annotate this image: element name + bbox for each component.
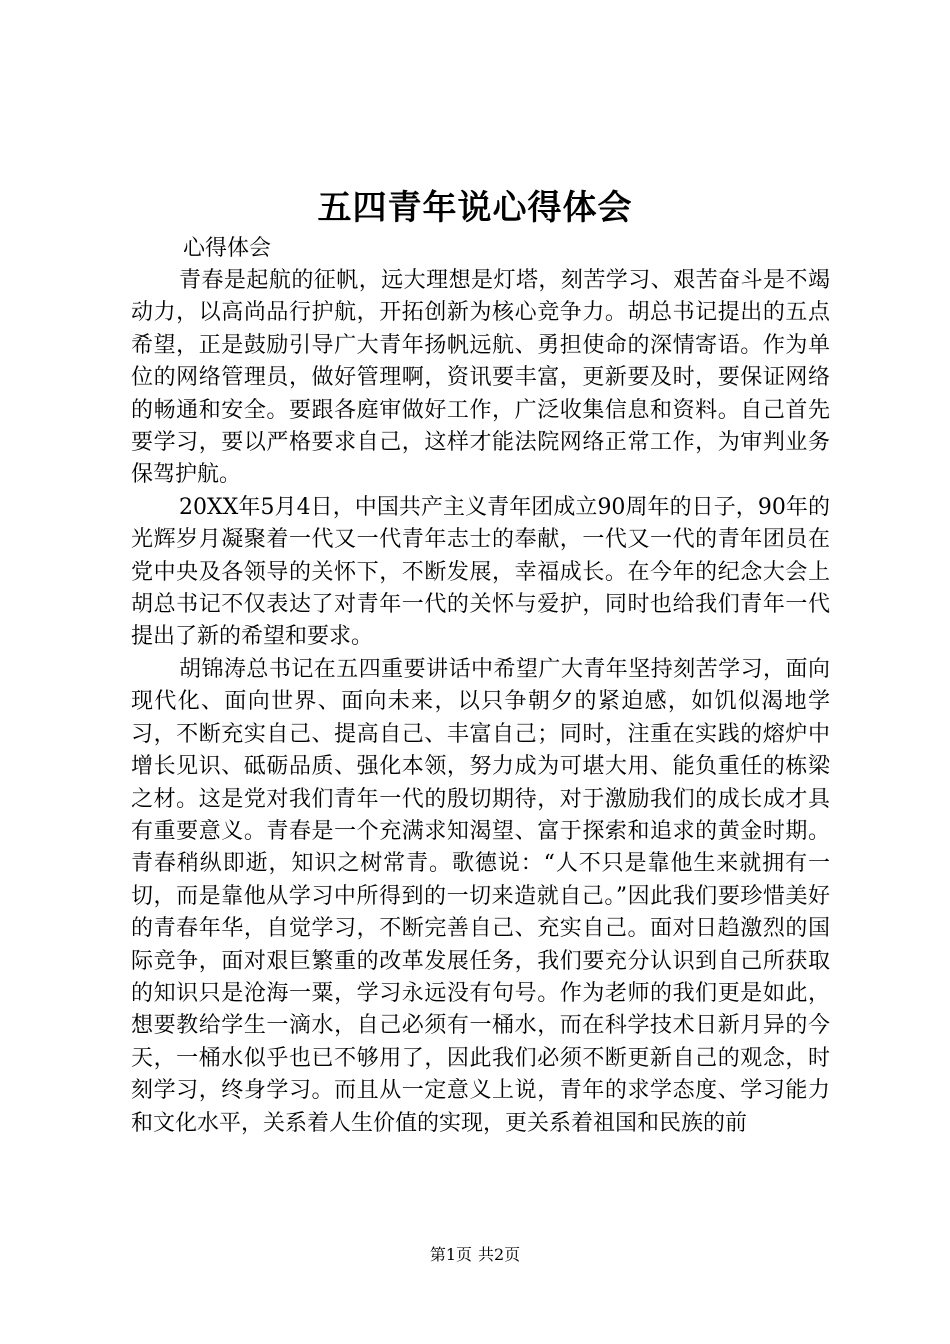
paragraph: 青春是起航的征帆，远大理想是灯塔，刻苦学习、艰苦奋斗是不竭动力，以高尚品行护航，开拓创新为核心竞争力。胡总书记提出的五点希望，正是鼓励引导广大青年扬帆远航、勇担使命的深情寄语。作为单位的网络管理员，做好管理啊，资讯要丰富，更新要及时，要保证网络的畅通和安全。要跟各庭审做好工作，广泛收集信息和资料。自己首先要学习，要以严格要求自己，这样才能法院网络正常工作，为审判业务保驾护航。 (131, 268, 830, 488)
page-total: 共2页 (478, 1245, 521, 1264)
paragraph: 20XX年5月4日，中国共产主义青年团成立90周年的日子，90年的光辉岁月凝聚着一代又一代青年志士的奉献，一代又一代的青年团员在党中央及各领导的关怀下，不断发展，幸福成长。在今年的纪念大会上胡总书记不仅表达了对青年一代的关怀与爱护，同时也给我们青年一代提出了新的希望和要求。 (131, 494, 830, 650)
paragraph: 胡锦涛总书记在五四重要讲话中希望广大青年坚持刻苦学习，面向现代化、面向世界、面向未来，以只争朝夕的紧迫感，如饥似渴地学习，不断充实自己、提高自己、丰富自己；同时，注重在实践的熔炉中增长见识、砥砺品质、强化本领，努力成为可堪大用、能负重任的栋梁之材。这是党对我们青年一代的殷切期待，对于激励我们的成长成才具有重要意义。青春是一个充满求知渴望、富于探索和追求的黄金时期。青春稍纵即逝，知识之树常青。歌德说：“人不只是靠他生来就拥有一切，而是靠他从学习中所得到的一切来造就自己。”因此我们要珍惜美好的青春年华，自觉学习，不断完善自己、充实自己。面对日趋激烈的国际竞争，面对艰巨繁重的改革发展任务，我们要充分认识到自己所获取的知识只是沧海一粟，学习永远没有句号。作为老师的我们更是如此，想要教给学生一滴水，自己必须有一桶水，而在科学技术日新月异的今天，一桶水似乎也已不够用了，因此我们必须不断更新自己的观念，时刻学习，终身学习。而且从一定意义上说，青年的求学态度、学习能力和文化水平，关系着人生价值的实现，更关系着祖国和民族的前 (131, 656, 830, 1136)
page-number: 第1页 (429, 1245, 472, 1264)
document-title: 五四青年说心得体会 (317, 188, 633, 228)
page-footer (0, 1243, 950, 1267)
document-subtitle: 心得体会 (183, 236, 272, 261)
document-body (131, 265, 830, 1140)
